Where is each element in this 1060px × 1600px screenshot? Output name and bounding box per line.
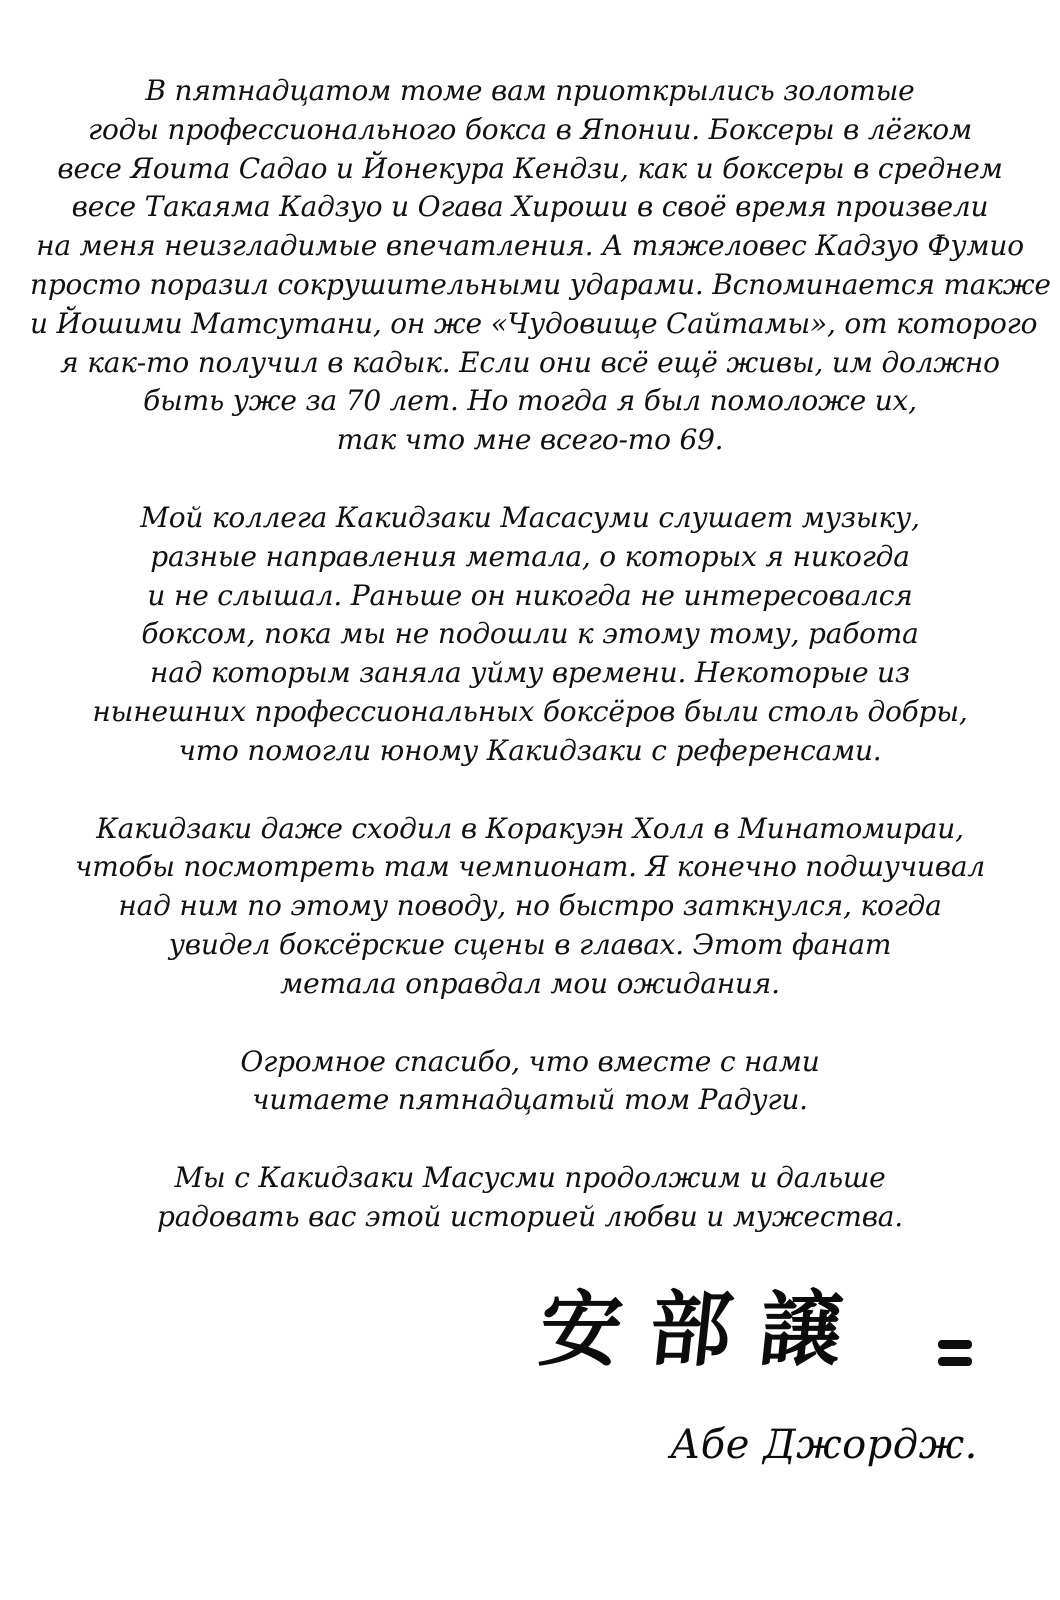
handwritten-kanji-signature: 安部譲 bbox=[534, 1282, 876, 1378]
text-line: весе Такаяма Кадзуо и Огава Хироши в своё время произвели bbox=[71, 190, 989, 224]
text-line: годы профессионального бокса в Японии. Боксеры в лёгком bbox=[88, 112, 972, 146]
text-line: на меня неизгладимые впечатления. А тяжеловес Кадзуо Фумио bbox=[36, 229, 1024, 263]
paragraph-5 bbox=[30, 1159, 1030, 1237]
paragraph-1 bbox=[30, 72, 1051, 460]
text-line: просто поразил сокрушительными ударами. Вспоминается также bbox=[30, 267, 1051, 301]
text-line: нынешних профессиональных боксёров были столь добры, bbox=[92, 694, 968, 728]
text-line: радовать вас этой историей любви и мужества. bbox=[157, 1199, 903, 1233]
text-line: Мы с Какидзаки Масусми продолжим и дальше bbox=[174, 1161, 886, 1195]
text-line: над ним по этому поводу, но быстро заткнулся, когда bbox=[118, 889, 942, 923]
text-line: весе Яоита Садао и Йонекура Кендзи, как и боксеры в среднем bbox=[57, 151, 1003, 185]
text-line: быть уже за 70 лет. Но тогда я был помоложе их, bbox=[143, 384, 917, 418]
text-line: чтобы посмотреть там чемпионат. Я конечно подшучивал bbox=[75, 850, 985, 884]
text-line: боксом, пока мы не подошли к этому тому, работа bbox=[141, 617, 919, 651]
text-line: Какидзаки даже сходил в Коракуэн Холл в Минатомираи, bbox=[96, 811, 964, 845]
paragraph-4 bbox=[30, 1043, 1030, 1121]
text-line: и Йошими Матсутани, он же «Чудовище Сайтамы», от которого bbox=[30, 306, 1038, 340]
author-name: Абе Джордж. bbox=[670, 1422, 978, 1468]
text-line: увидел боксёрские сцены в главах. Этот фанат bbox=[168, 927, 892, 961]
text-line: что помогли юному Какидзаки с референсами. bbox=[178, 733, 882, 767]
equals-mark bbox=[938, 1338, 972, 1368]
text-line: Мой коллега Какидзаки Масасуми слушает музыку, bbox=[140, 500, 920, 534]
text-line: я как-то получил в кадык. Если они всё ещё живы, им должно bbox=[60, 345, 1000, 379]
paragraph-3 bbox=[30, 810, 1030, 1004]
text-line: и не слышал. Раньше он никогда не интересовался bbox=[147, 578, 913, 612]
text-line: Огромное спасибо, что вместе с нами bbox=[240, 1044, 820, 1078]
text-line: так что мне всего-то 69. bbox=[336, 423, 724, 457]
text-line: В пятнадцатом томе вам приоткрылись золотые bbox=[145, 74, 915, 107]
text-line: над которым заняла уйму времени. Некоторые из bbox=[150, 656, 910, 690]
text-line: читаете пятнадцатый том Радуги. bbox=[252, 1083, 808, 1117]
text-line: разные направления метала, о которых я никогда bbox=[150, 539, 910, 573]
text-line: метала оправдал мои ожидания. bbox=[280, 966, 780, 1000]
signature-block bbox=[534, 1280, 1000, 1480]
paragraph-2 bbox=[30, 499, 1030, 771]
afterword-text bbox=[30, 72, 1051, 1276]
